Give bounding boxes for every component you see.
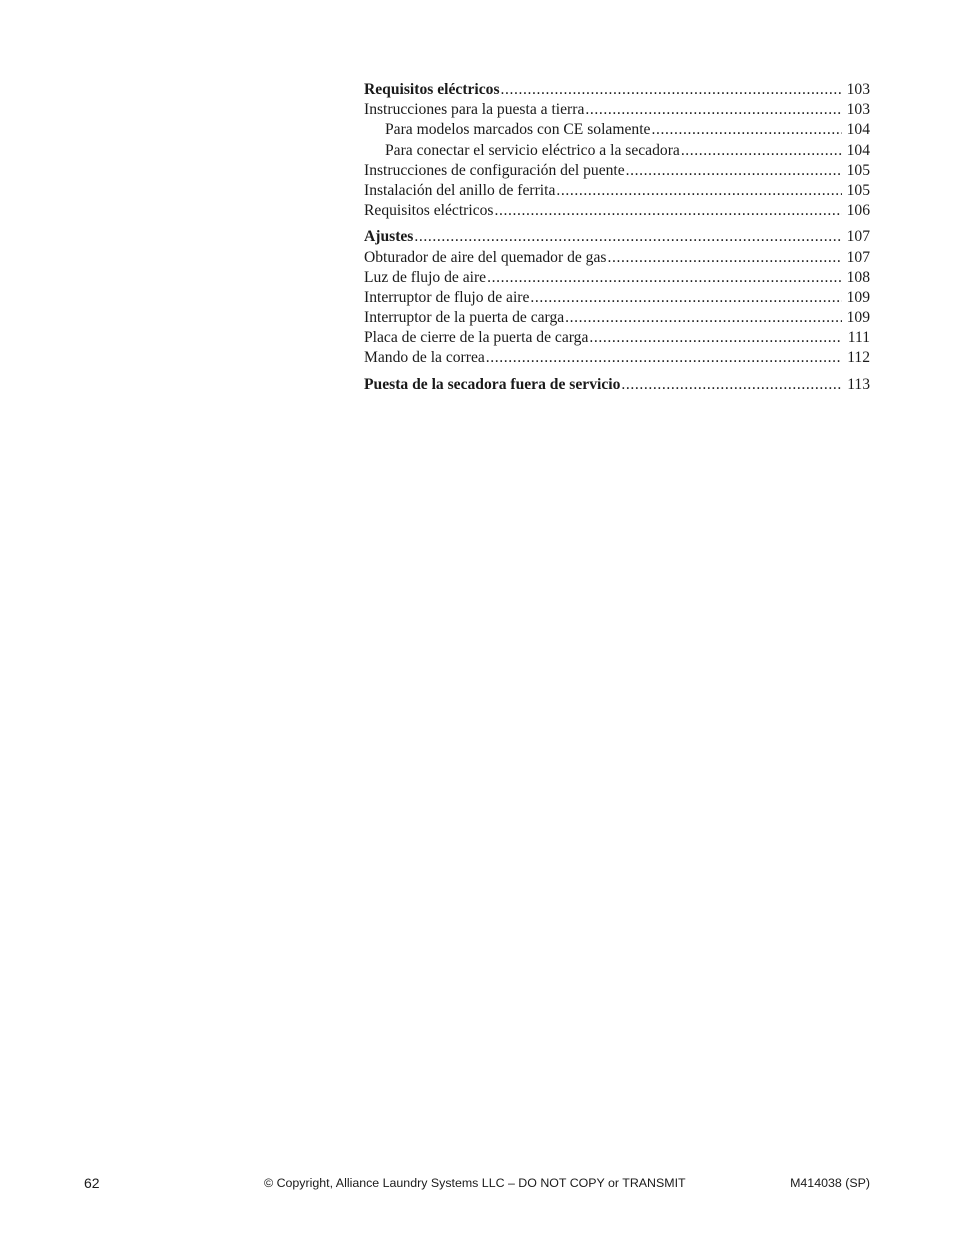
page-footer	[84, 1175, 870, 1193]
toc-section-fuera-de-servicio	[364, 375, 870, 395]
dot-leader	[486, 348, 842, 368]
toc-entry-page: 109	[846, 288, 870, 306]
dot-leader	[565, 308, 842, 328]
toc-entry-luz-flujo-aire[interactable]	[364, 268, 870, 288]
dot-leader	[530, 288, 842, 308]
toc-heading-ajustes[interactable]	[364, 227, 870, 247]
toc-entry-page: 107	[846, 228, 870, 246]
toc-entry-label: Puesta de la secadora fuera de servicio	[364, 375, 621, 393]
toc-entry-label: Para modelos marcados con CE solamente	[385, 121, 651, 139]
dot-leader	[556, 181, 842, 201]
dot-leader	[626, 161, 842, 181]
toc-entry-page: 109	[846, 309, 870, 327]
toc-entry-label: Instrucciones para la puesta a tierra	[364, 101, 585, 119]
toc-entry-interruptor-flujo-aire[interactable]	[364, 288, 870, 308]
dot-leader	[621, 375, 842, 395]
toc-entry-label: Interruptor de flujo de aire	[364, 288, 530, 306]
toc-section-ajustes	[364, 227, 870, 368]
toc-section-electrical	[364, 80, 870, 221]
dot-leader	[651, 120, 842, 140]
toc-heading-requisitos-electricos[interactable]	[364, 80, 870, 100]
copyright-notice: © Copyright, Alliance Laundry Systems LLC – DO NOT COPY or TRANSMIT	[264, 1176, 686, 1190]
dot-leader	[487, 268, 842, 288]
document-code: M414038 (SP)	[790, 1176, 870, 1190]
toc-heading-fuera-de-servicio[interactable]	[364, 375, 870, 395]
toc-entry-label: Interruptor de la puerta de carga	[364, 309, 565, 327]
toc-entry-label: Requisitos eléctricos	[364, 81, 500, 98]
toc-entry-label: Para conectar el servicio eléctrico a la secadora	[385, 141, 680, 159]
toc-entry-label: Instalación del anillo de ferrita	[364, 181, 556, 199]
toc-entry-label: Obturador de aire del quemador de gas	[364, 248, 607, 266]
toc-entry-interruptor-puerta-carga[interactable]	[364, 308, 870, 328]
toc-entry-requisitos-electricos[interactable]	[364, 201, 870, 221]
toc-entry-page: 104	[846, 141, 870, 159]
dot-leader	[501, 80, 842, 100]
table-of-contents	[364, 80, 870, 395]
dot-leader	[414, 227, 842, 247]
toc-entry-page: 108	[846, 268, 870, 286]
toc-entry-mando-correa[interactable]	[364, 348, 870, 368]
toc-subentry-conectar-servicio[interactable]	[364, 141, 870, 161]
toc-entry-page: 112	[847, 349, 870, 367]
toc-entry-page: 104	[846, 121, 870, 139]
toc-entry-label: Luz de flujo de aire	[364, 268, 487, 286]
toc-entry-label: Requisitos eléctricos	[364, 202, 494, 220]
dot-leader	[585, 100, 842, 120]
toc-entry-label: Ajustes	[364, 228, 414, 246]
toc-entry-obturador-aire[interactable]	[364, 248, 870, 268]
page-number: 62	[84, 1175, 100, 1191]
toc-entry-configuracion-puente[interactable]	[364, 161, 870, 181]
toc-entry-puesta-a-tierra[interactable]	[364, 100, 870, 120]
toc-entry-label: Placa de cierre de la puerta de carga	[364, 329, 589, 347]
toc-entry-anillo-ferrita[interactable]	[364, 181, 870, 201]
toc-entry-placa-cierre[interactable]	[364, 328, 870, 348]
dot-leader	[607, 248, 842, 268]
toc-entry-page: 105	[846, 161, 870, 179]
toc-entry-label: Instrucciones de configuración del puente	[364, 161, 625, 179]
toc-entry-page: 107	[846, 248, 870, 266]
toc-entry-page: 103	[846, 81, 870, 98]
toc-subentry-modelos-ce[interactable]	[364, 120, 870, 140]
dot-leader	[495, 201, 843, 221]
toc-entry-page: 113	[847, 375, 870, 393]
dot-leader	[681, 141, 842, 161]
dot-leader	[589, 328, 842, 348]
toc-entry-page: 105	[846, 181, 870, 199]
toc-entry-page: 106	[846, 202, 870, 220]
toc-entry-page: 111	[847, 329, 870, 347]
toc-entry-page: 103	[846, 101, 870, 119]
toc-entry-label: Mando de la correa	[364, 349, 485, 367]
